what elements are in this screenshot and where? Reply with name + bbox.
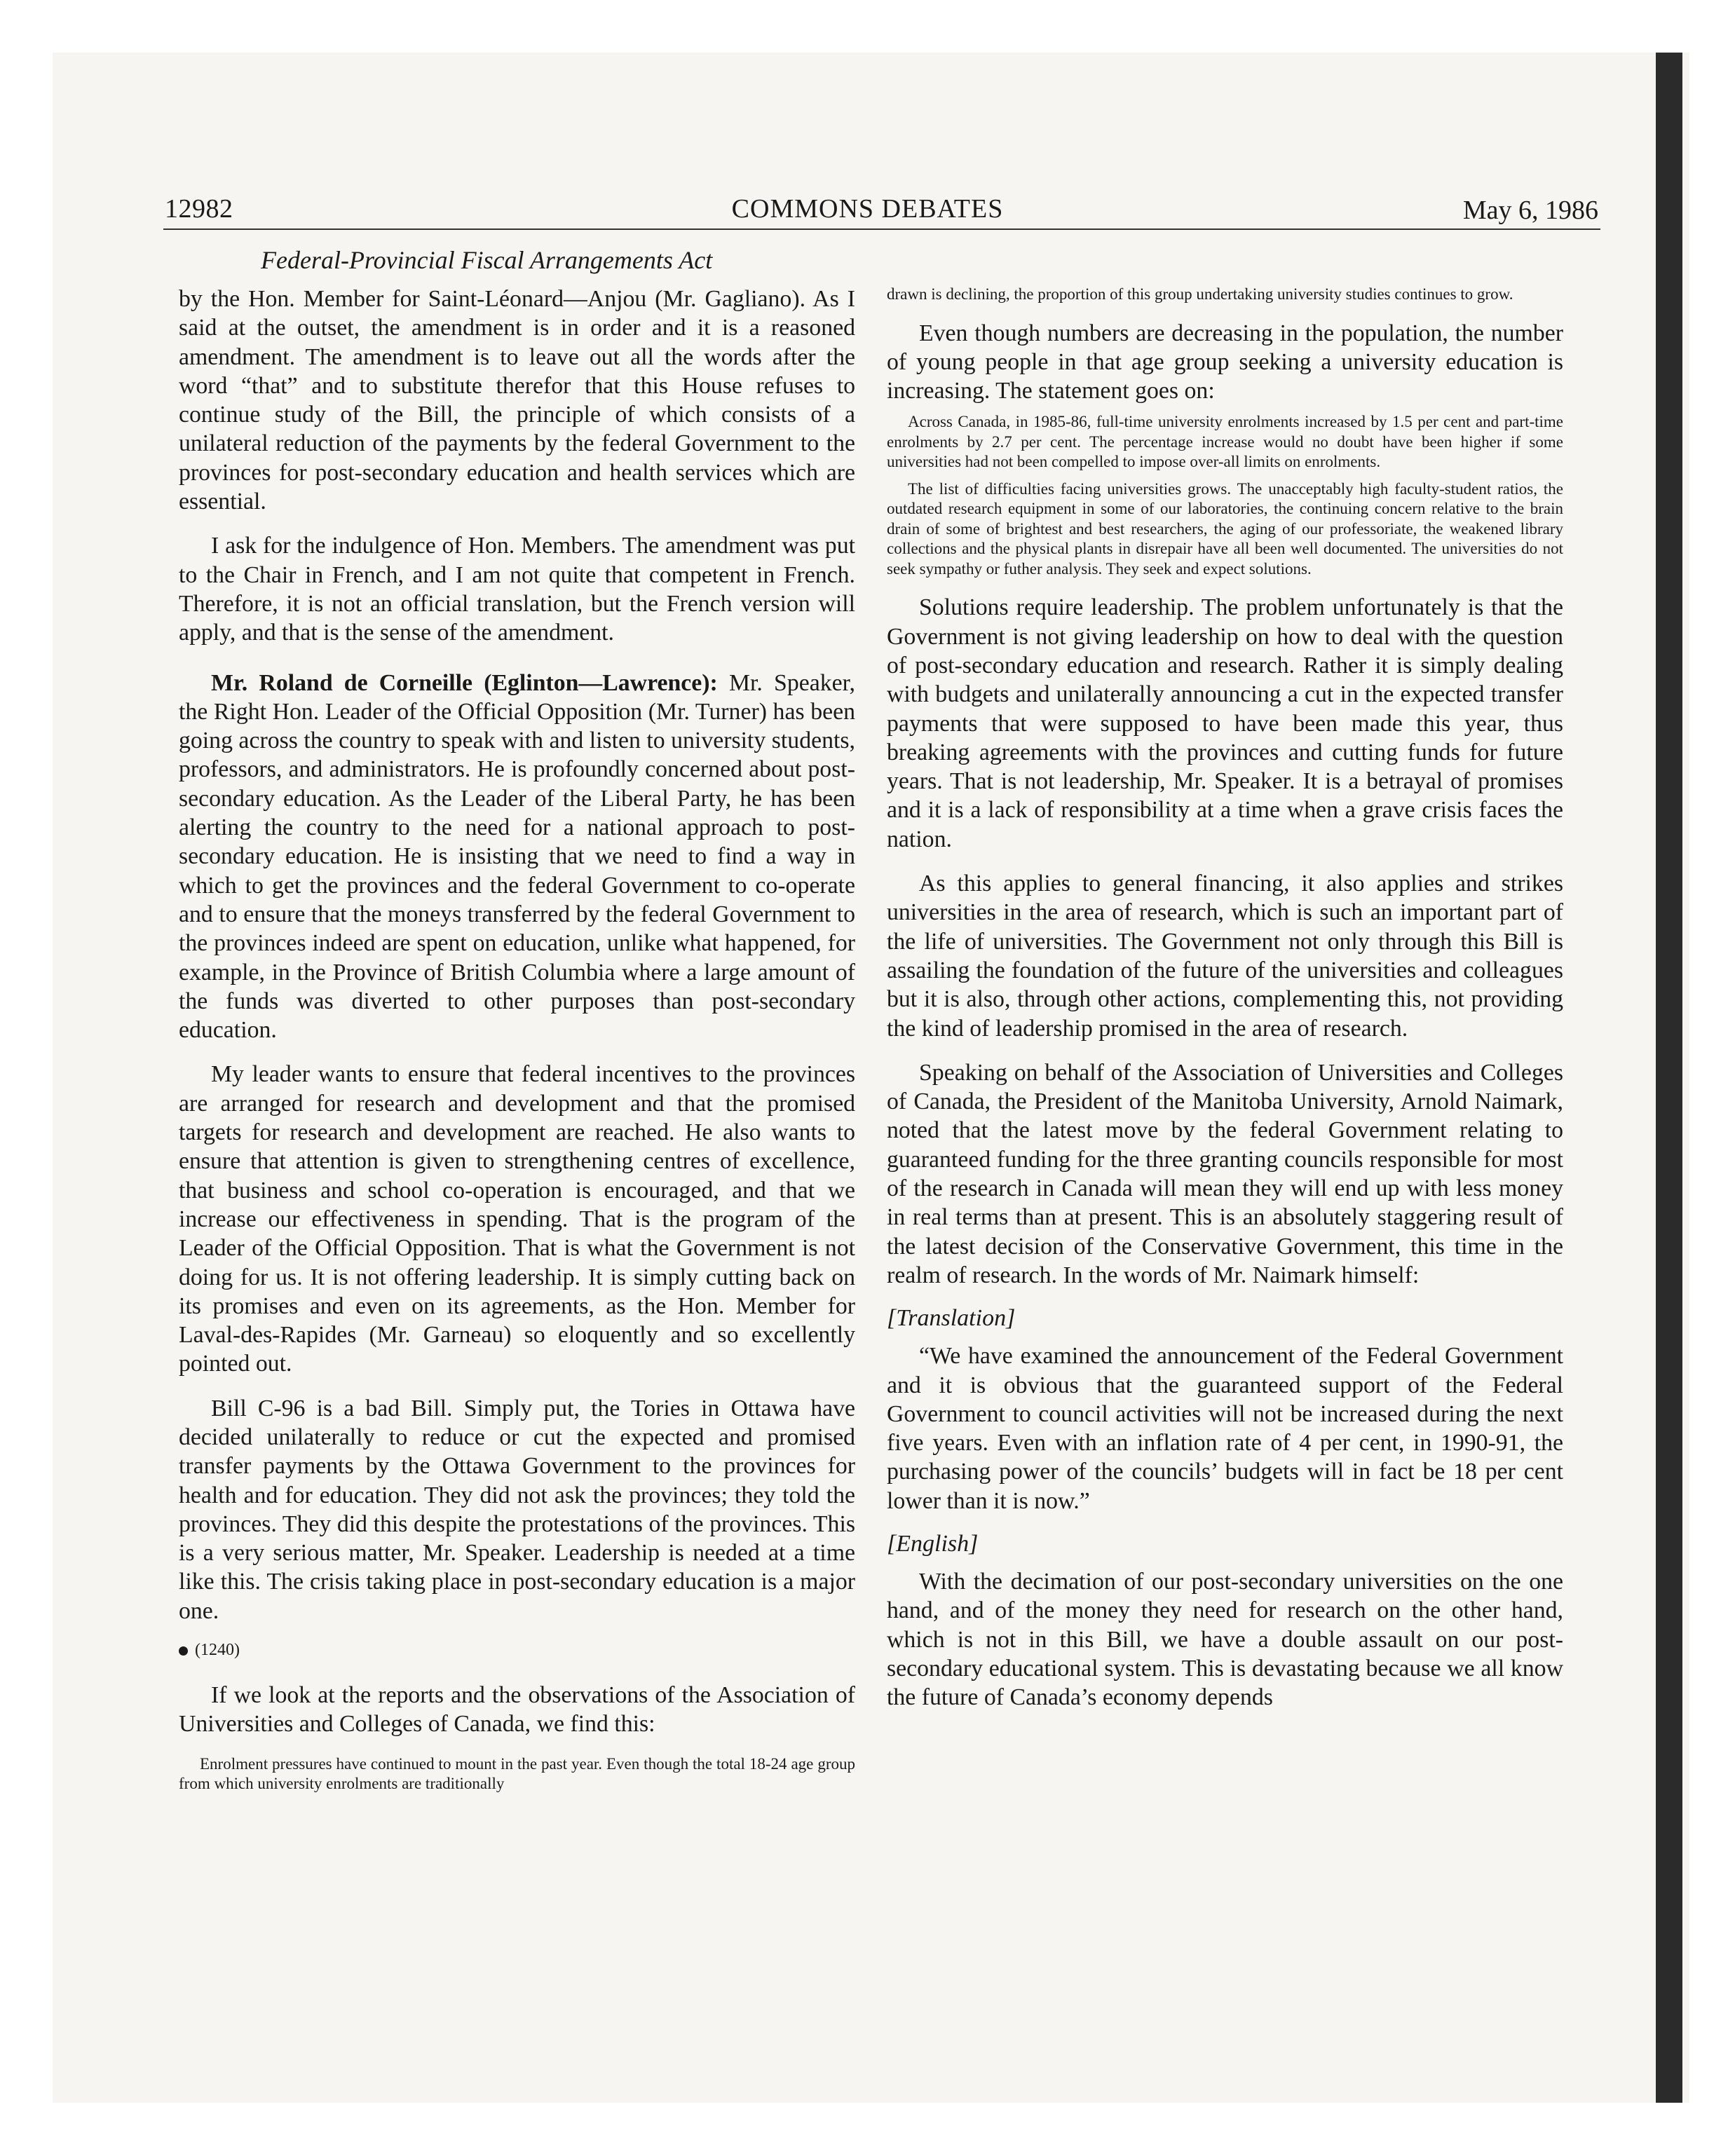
paragraph: With the decimation of our post-secondary universities on the one hand, and of the money they need for research on the other hand, which is not in this Bill, we have a double assault on our post-secondary educational system. This is devastating because we all know the future of Canada’s economy depends xyxy=(887,1569,1563,1711)
speaker-name: Mr. Roland de Corneille (Eglinton—Lawrence): xyxy=(211,669,718,696)
quotation: Across Canada, in 1985-86, full-time university enrolments increased by 1.5 per cent and part-time enrolments by 2.7 per cent. The percentage increase would no doubt have been higher if some universities had not been compelled to impose over-all limits on enrolments. xyxy=(887,413,1563,471)
right-column xyxy=(887,285,1563,1727)
scan-edge-shadow xyxy=(1656,53,1682,2103)
page-number: 12982 xyxy=(165,194,233,224)
publication-title: COMMONS DEBATES xyxy=(731,194,1004,224)
paragraph: My leader wants to ensure that federal incentives to the provinces are arranged for research and development and that the promised targets for research and development are reached. He also wants to ensure that attention is given to strengthening centres of excellence, that business and school co-operation is encouraged, and that we increase our effectiveness in spending. That is the program of the Leader of the Official Opposition. That is what the Government is not doing for us. It is not offering leadership. It is simply cutting back on its promises and even on its agreements, as the Hon. Member for Laval-des-Rapides (Mr. Garneau) so eloquently and so excellently pointed out. xyxy=(179,1061,855,1377)
time-marker-text: (1240) xyxy=(195,1641,240,1660)
paragraph: Bill C-96 is a bad Bill. Simply put, the Tories in Ottawa have decided unilaterally to reduce or cut the expected and promised transfer payments by the Ottawa Government to the provinces for health and for education. They did not ask the provinces; they told the provinces. They did this despite the protestations of the provinces. This is a very serious matter, Mr. Speaker. Leadership is needed at a time like this. The crisis taking place in post-secondary education is a major one. xyxy=(179,1395,855,1624)
running-head: Federal-Provincial Fiscal Arrangements Act xyxy=(261,246,713,274)
paragraph: by the Hon. Member for Saint-Léonard—Anjou (Mr. Gagliano). As I said at the outset, the amendment is in order and it is a reasoned amendment. The amendment is to leave out all the words after the word “that” and to substitute therefor that this House refuses to continue study of the Bill, the principle of which consists of a unilateral reduction of the payments by the federal Government to the provinces for post-secondary education and health services which are essential. xyxy=(179,286,855,515)
paragraph: As this applies to general financing, it also applies and strikes universities in the area of research, which is such an important part of the life of universities. The Government not only through this Bill is assailing the foundation of the future of the universities and colleagues but it is also, through other actions, complementing this, not providing the kind of leadership promised in the area of research. xyxy=(887,871,1563,1042)
quotation: The list of difficulties facing universities grows. The unacceptably high faculty-student ratios, the outdated research equipment in some of our laboratories, the continuing concern relative to the brain drain of some of brightest and best researchers, the aging of our professoriate, the weakened library collections and the physical plants in disrepair have all been well documented. The universities do not seek sympathy or futher analysis. They seek and expect solutions. xyxy=(887,479,1563,578)
language-marker: [Translation] xyxy=(887,1305,1016,1332)
paragraph: Speaking on behalf of the Association of Universities and Colleges of Canada, the President of the Manitoba University, Arnold Naimark, noted that the latest move by the federal Government relating to guaranteed funding for the three granting councils responsible for most of the research in Canada will mean they will end up with less money in real terms than at present. This is an absolutely staggering result of the latest decision of the Conservative Government, this time in the realm of research. In the words of Mr. Naimark himself: xyxy=(887,1059,1563,1288)
paragraph: Solutions require leadership. The problem unfortunately is that the Government is not giving leadership on how to deal with the question of post-secondary education and research. Rather it is simply dealing with budgets and unilaterally announcing a cut in the expected transfer payments that were supposed to have been made this year, thus breaking agreements with the provinces and cutting funds for future years. That is not leadership, Mr. Speaker. It is a betrayal of promises and it is a lack of responsibility at a time when a grave crisis faces the nation. xyxy=(887,594,1563,852)
header-rule xyxy=(163,228,1600,230)
paragraph: If we look at the reports and the observations of the Association of Universities and Colleges of Canada, we find this: xyxy=(179,1682,855,1738)
time-marker xyxy=(179,1641,855,1660)
paragraph: I ask for the indulgence of Hon. Members. The amendment was put to the Chair in French, and I am not quite that competent in French. Therefore, it is not an official translation, but the French version will apply, and that is the sense of the amendment. xyxy=(179,533,855,646)
paragraph: Even though numbers are decreasing in the population, the number of young people in that age group seeking a university education is increasing. The statement goes on: xyxy=(887,320,1563,404)
speech-text: Mr. Speaker, the Right Hon. Leader of the Official Opposition (Mr. Turner) has been going across the country to speak with and listen to university students, professors, and administrators. He is profoundly concerned about post-secondary education. As the Leader of the Liberal Party, he has been alerting the country to the need for a national approach to post-secondary education. He is insisting that we need to find a way in which to get the provinces and the federal Government to co-operate and to ensure that the moneys transferred by the federal Government to the provinces indeed are spent on education, unlike what happened, for example, in the Province of British Columbia where a large amount of the funds was diverted to other purposes than post-secondary education. xyxy=(179,669,855,1044)
paragraph: “We have examined the announcement of the Federal Government and it is obvious that the guaranteed support of the Federal Government to council activities will not be increased during the next five years. Even with an inflation rate of 4 per cent, in 1990-91, the purchasing power of the councils’ budgets will in fact be 18 per cent lower than it is now.” xyxy=(887,1343,1563,1514)
quotation: drawn is declining, the proportion of this group undertaking university studies continues to grow. xyxy=(887,285,1513,303)
quotation: Enrolment pressures have continued to mount in the past year. Even though the total 18-24 age group from which university enrolments are traditionally xyxy=(179,1754,855,1793)
page-date: May 6, 1986 xyxy=(1462,196,1598,225)
left-column xyxy=(179,285,855,1801)
language-marker: [English] xyxy=(887,1531,979,1557)
bullet-icon xyxy=(179,1646,188,1656)
speech-paragraph xyxy=(179,669,855,1045)
